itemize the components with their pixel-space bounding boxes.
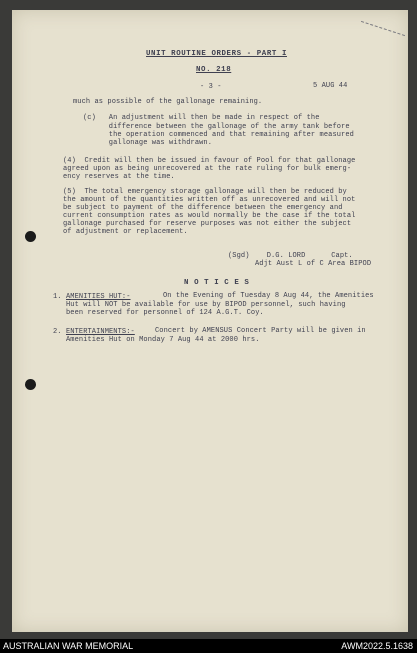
notice-title: ENTERTAINMENTS:- — [66, 328, 135, 336]
body-line: agreed upon as being unrecovered at the rate ruling for bulk emerg- — [63, 165, 352, 173]
body-line: gallonage was withdrawn. — [83, 139, 213, 147]
body-line: (c) An adjustment will then be made in respect of the — [83, 114, 320, 122]
body-line: the operation commenced and that remaining after measured — [83, 131, 354, 139]
signature-title: Adjt Aust L of C Area BIPOD — [255, 260, 372, 268]
document-title: UNIT ROUTINE ORDERS - PART I — [146, 50, 287, 58]
notice-number: 2. — [53, 328, 62, 336]
footer-bar — [0, 639, 417, 653]
body-line: current consumption rates as would normally be the case if the total — [63, 212, 356, 220]
order-number: NO. 218 — [196, 66, 232, 74]
body-line: gallonage purchased for reserve purposes was not either the subject — [63, 220, 352, 228]
notice-title: AMENITIES HUT:- — [66, 293, 131, 301]
notice-line: Concert by AMENSUS Concert Party will be given in — [155, 327, 366, 335]
notice-line: Hut will NOT be available for use by BIPOD personnel, such having — [66, 301, 346, 309]
notice-line: been reserved for personnel of 124 A.G.T. Coy. — [66, 309, 264, 317]
footer-id: AWM2022.5.1638 — [341, 641, 413, 651]
notice-number: 1. — [53, 293, 62, 301]
footer-source: AUSTRALIAN WAR MEMORIAL — [3, 641, 134, 651]
body-line: ency reserves at the time. — [63, 173, 175, 181]
signature: (Sgd) D.G. LORD Capt. — [228, 252, 353, 260]
body-line: much as possible of the gallonage remaining. — [73, 98, 263, 106]
body-line: be subject to payment of the difference between the emergency and — [63, 204, 343, 212]
punch-hole — [25, 379, 36, 390]
notice-line: Amenities Hut on Monday 7 Aug 44 at 2000 hrs. — [66, 336, 260, 344]
body-line: the amount of the quantities written off as unrecovered and will not — [63, 196, 356, 204]
notices-heading: N O T I C E S — [184, 279, 250, 287]
body-line: difference between the gallonage of the army tank before — [83, 123, 350, 131]
body-line: (5) The total emergency storage gallonage will then be reduced by — [63, 188, 347, 196]
body-line: (4) Credit will then be issued in favour of Pool for that gallonage — [63, 157, 356, 165]
page-number: - 3 - — [200, 83, 222, 91]
punch-hole — [25, 231, 36, 242]
document-date: 5 AUG 44 — [313, 82, 348, 90]
body-line: of adjustment or replacement. — [63, 228, 188, 236]
notice-line: On the Evening of Tuesday 8 Aug 44, the Amenities — [163, 292, 374, 300]
